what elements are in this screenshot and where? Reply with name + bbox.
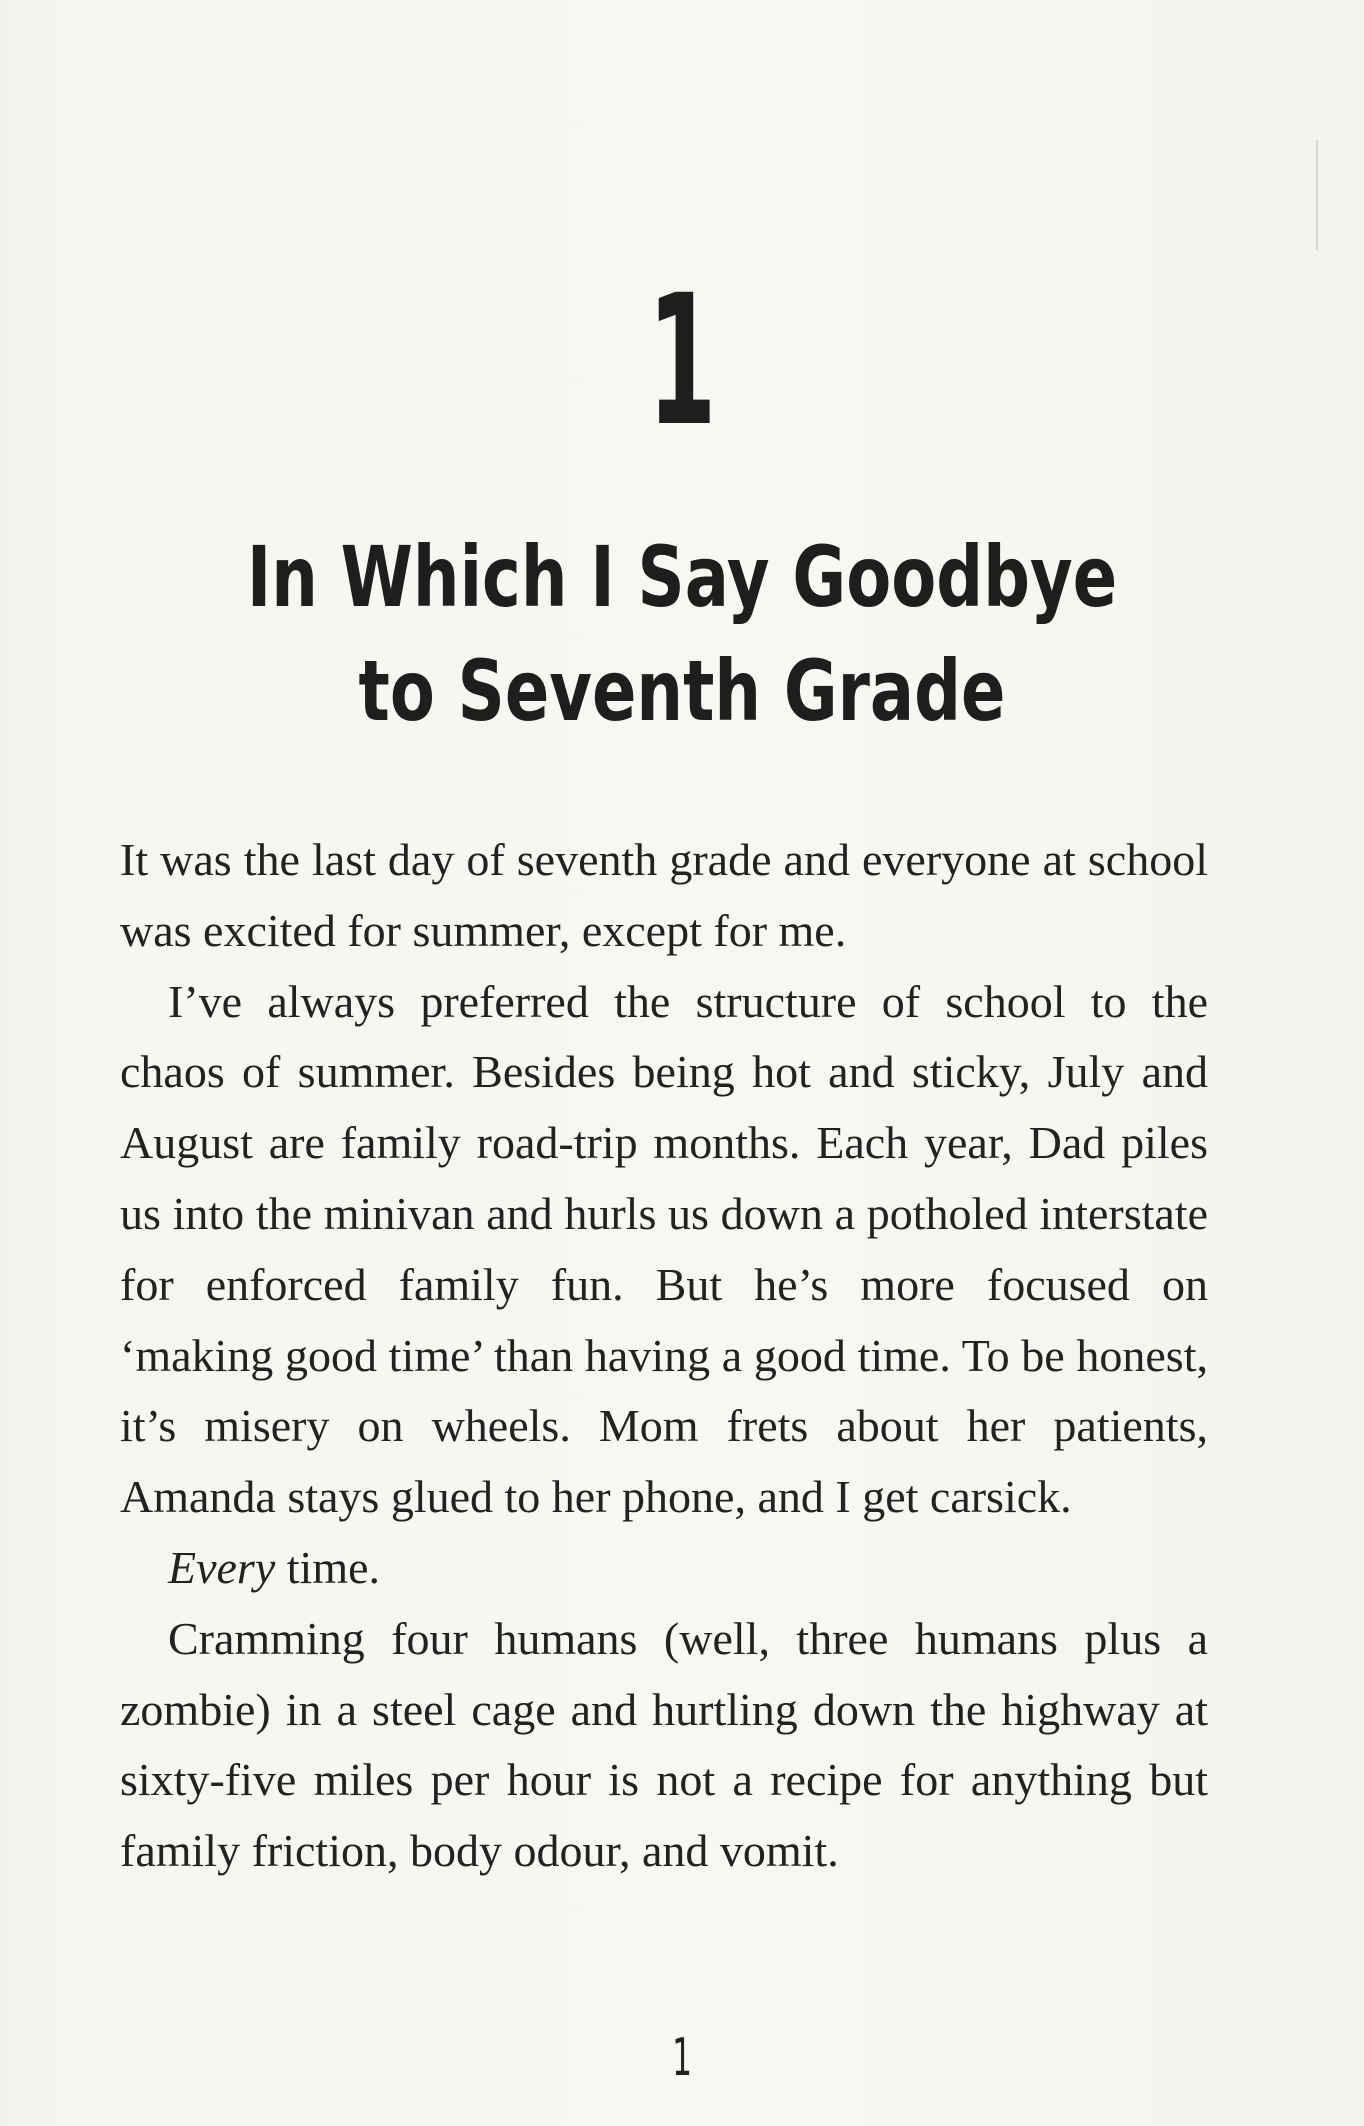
paragraph-2: I’ve always preferred the structure of school to the chaos of summer. Besides being hot and sticky, July and August are family road-trip months. Each year, Dad piles us into the minivan and hurls us down a potholed interstate for enforced family fun. But he’s more focused on ‘making good time’ than having a good time. To be honest, it’s misery on wheels. Mom frets about her patients, Amanda stays glued to her phone, and I get carsick. xyxy=(120,975,1208,1523)
page-edge-mark xyxy=(1316,140,1318,250)
chapter-title-line-1: In Which I Say Goodbye xyxy=(246,528,1118,626)
paragraph-1: It was the last day of seventh grade and everyone at school was excited for summer, except for me. xyxy=(120,834,1208,956)
chapter-title xyxy=(0,520,1364,748)
paragraph-3-rest: time. xyxy=(275,1541,381,1593)
chapter-number: 1 xyxy=(647,257,717,466)
chapter-body xyxy=(120,825,1208,1887)
paragraph-3 xyxy=(120,1533,1208,1604)
paragraph-3-emphasis: Every xyxy=(168,1541,276,1593)
page-number: 1 xyxy=(672,2028,692,2088)
paragraph-4: Cramming four humans (well, three humans plus a zombie) in a steel cage and hurtling down the highway at sixty-five miles per hour is not a recipe for anything but family friction, body odour, and vomit. xyxy=(120,1612,1208,1877)
chapter-title-line-2: to Seventh Grade xyxy=(358,642,1006,740)
